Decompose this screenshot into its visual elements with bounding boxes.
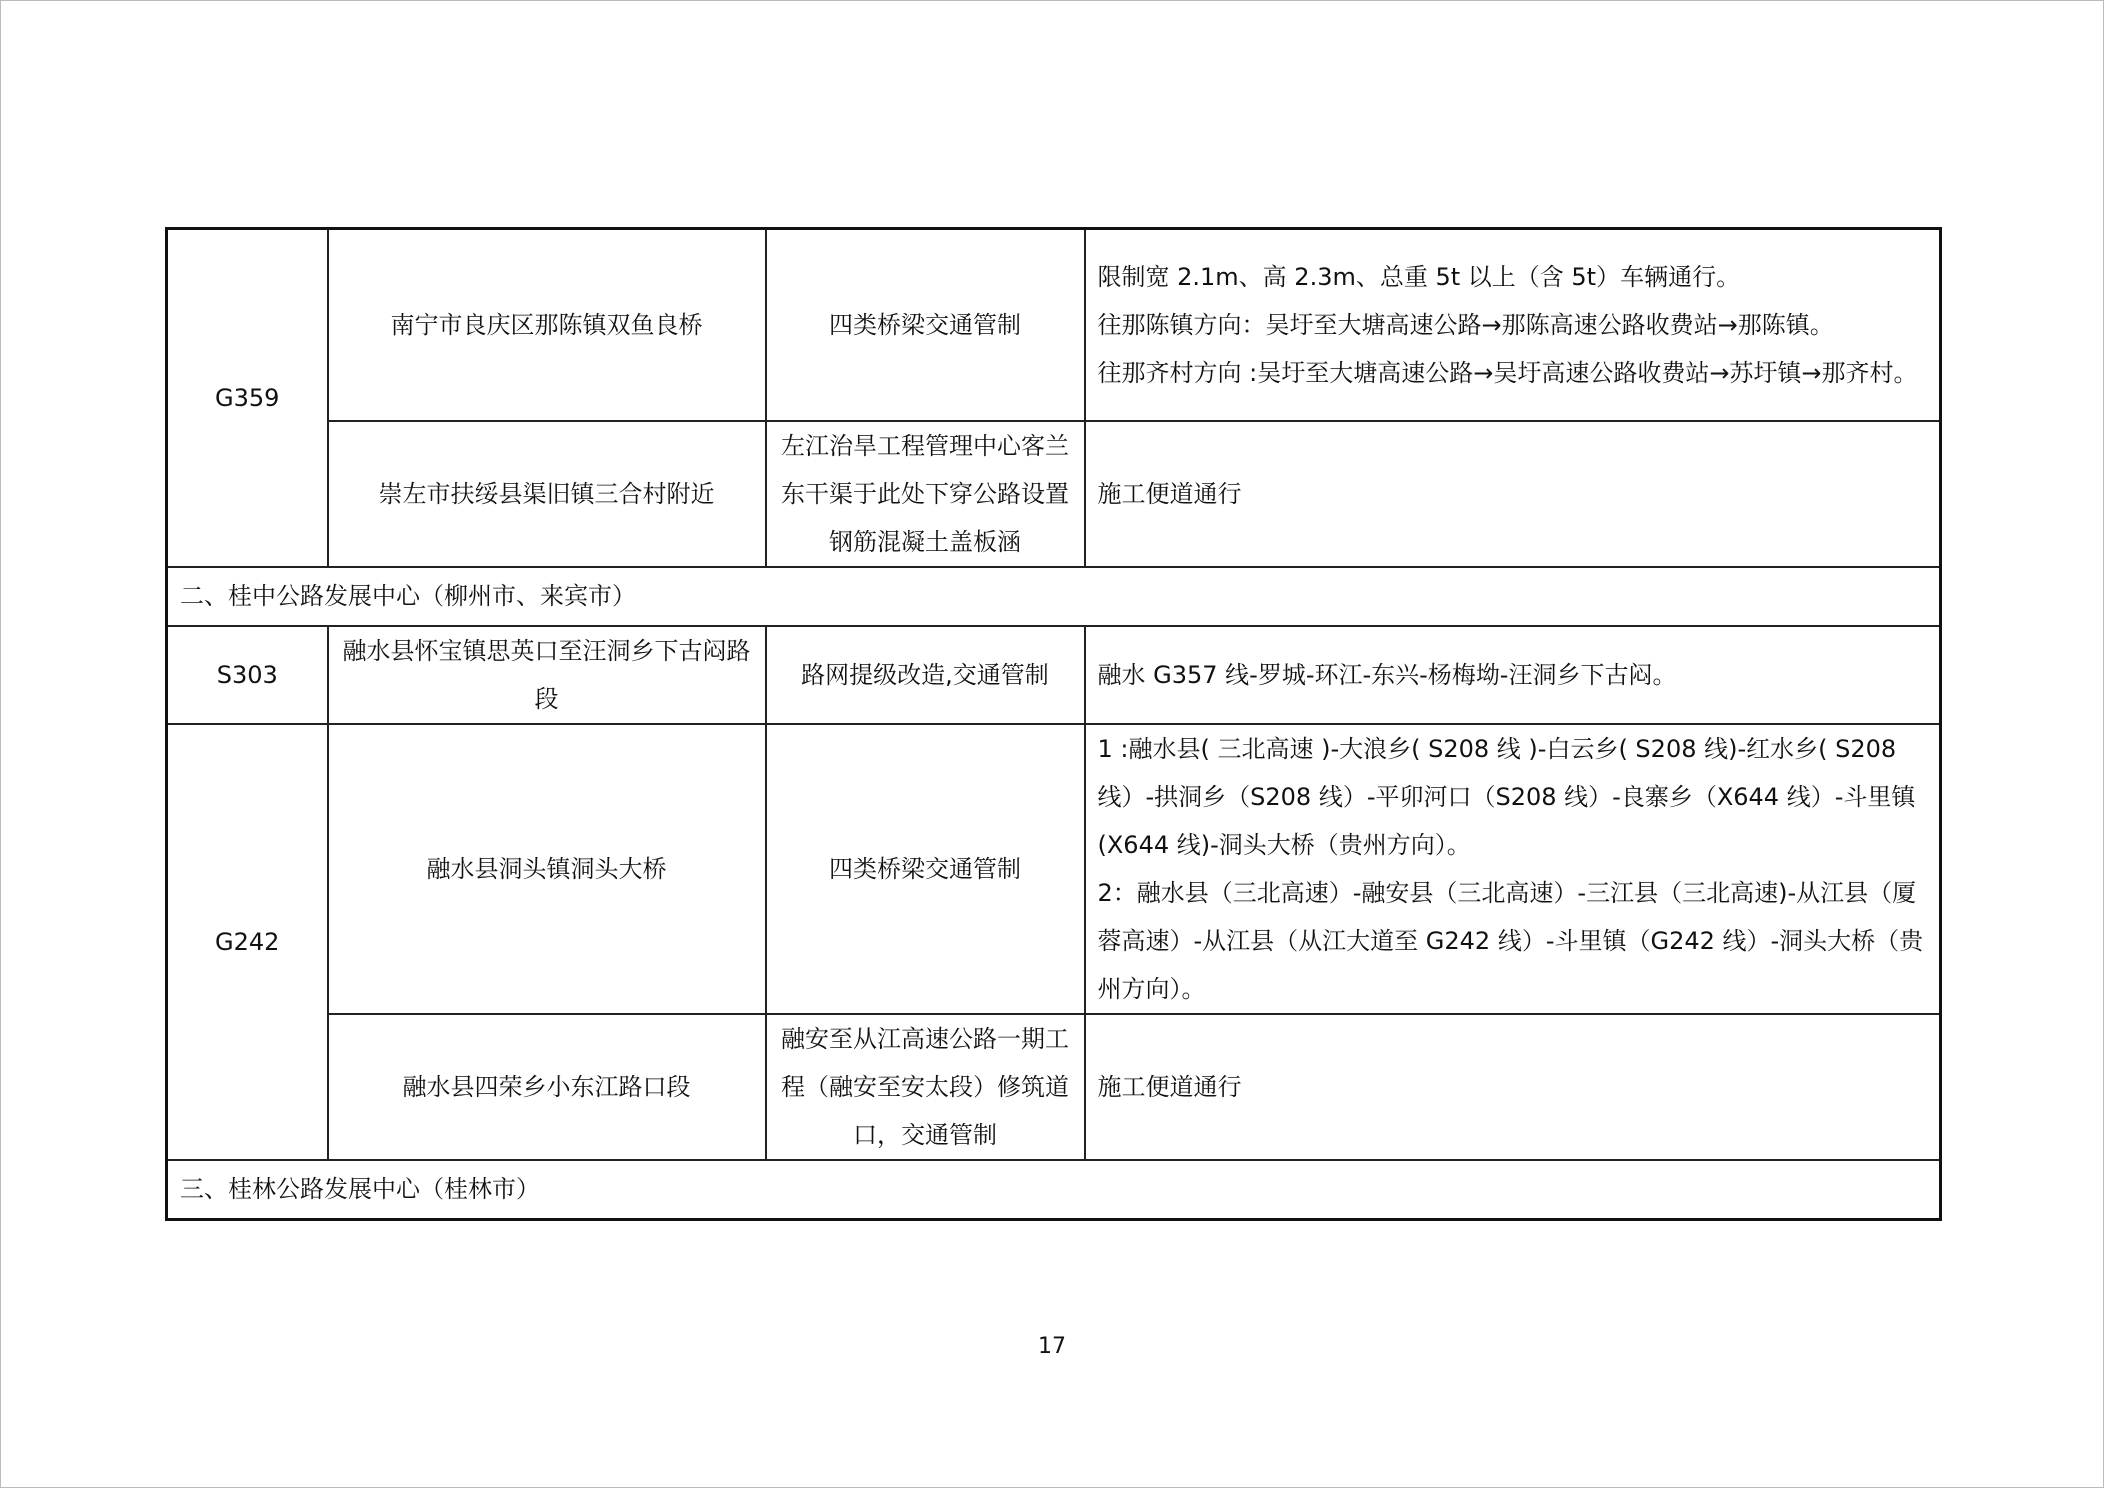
detour-line: 施工便道通行	[1097, 1072, 1242, 1101]
table-row	[167, 724, 1941, 1014]
detour-cell	[1085, 724, 1941, 1014]
detour-cell	[1085, 626, 1941, 724]
detour-line: 融水 G357 线-罗城-环江-东兴-杨梅坳-汪洞乡下古闷。	[1097, 660, 1677, 689]
section-header-row	[167, 1160, 1941, 1220]
section-title: 二、桂中公路发展中心（柳州市、来宾市）	[167, 567, 1941, 626]
location-cell: 南宁市良庆区那陈镇双鱼良桥	[328, 229, 766, 421]
location-cell: 崇左市扶绥县渠旧镇三合村附近	[328, 421, 766, 567]
detour-cell	[1085, 1014, 1941, 1160]
table-row	[167, 626, 1941, 724]
detour-cell	[1085, 421, 1941, 567]
detour-line: 往那陈镇方向：吴圩至大塘高速公路→那陈高速公路收费站→那陈镇。	[1097, 310, 1834, 339]
detour-line: 限制宽 2.1m、高 2.3m、总重 5t 以上（含 5t）车辆通行。	[1097, 262, 1741, 291]
section-title: 三、桂林公路发展中心（桂林市）	[167, 1160, 1941, 1220]
reason-cell: 四类桥梁交通管制	[766, 724, 1085, 1014]
section-header-row	[167, 567, 1941, 626]
table-row	[167, 229, 1941, 421]
detour-line: 1 :融水县( 三北高速 )-大浪乡( S208 线 )-白云乡( S208 线)-红水乡( S208 线）-拱洞乡（S208 线）-平卯河口（S208 线）-良寨乡（X644 线）-斗里镇(X644 线)-洞头大桥（贵州方向）。	[1097, 734, 1916, 859]
table-row	[167, 421, 1941, 567]
reason-cell: 融安至从江高速公路一期工程（融安至安太段）修筑道口，交通管制	[766, 1014, 1085, 1160]
road-code-cell: G242	[167, 724, 328, 1160]
detour-line: 往那齐村方向 :吴圩至大塘高速公路→吴圩高速公路收费站→苏圩镇→那齐村。	[1097, 358, 1918, 387]
detour-line: 施工便道通行	[1097, 479, 1242, 508]
location-cell: 融水县怀宝镇思英口至汪洞乡下古闷路段	[328, 626, 766, 724]
reason-cell: 路网提级改造,交通管制	[766, 626, 1085, 724]
location-cell: 融水县四荣乡小东江路口段	[328, 1014, 766, 1160]
road-code-cell: S303	[167, 626, 328, 724]
road-code-cell: G359	[167, 229, 328, 567]
detour-line: 2：融水县（三北高速）-融安县（三北高速）-三江县（三北高速)-从江县（厦蓉高速）-从江县（从江大道至 G242 线）-斗里镇（G242 线）-洞头大桥（贵州方向）。	[1097, 878, 1924, 1003]
road-control-table	[165, 227, 1942, 1221]
detour-cell	[1085, 229, 1941, 421]
table-row	[167, 1014, 1941, 1160]
location-cell: 融水县洞头镇洞头大桥	[328, 724, 766, 1014]
reason-cell: 左江治旱工程管理中心客兰东干渠于此处下穿公路设置钢筋混凝土盖板涵	[766, 421, 1085, 567]
page-number: 17	[1038, 1334, 1066, 1359]
reason-cell: 四类桥梁交通管制	[766, 229, 1085, 421]
